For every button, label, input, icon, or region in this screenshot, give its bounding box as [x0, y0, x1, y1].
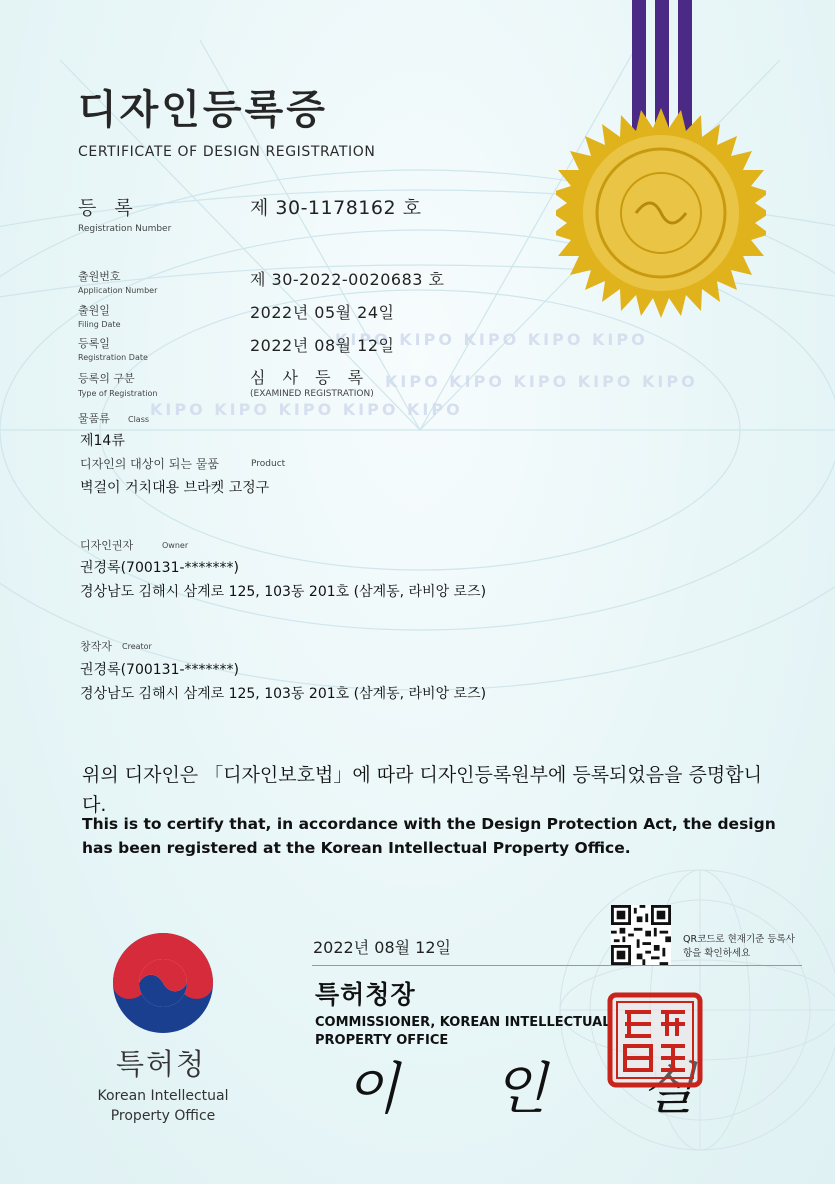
issue-date: 2022년 08월 12일: [313, 938, 451, 957]
creator-label-en: Creator: [122, 642, 152, 651]
registration-number: 제 30-1178162 호: [250, 197, 422, 219]
product-label: 디자인의 대상이 되는 물품: [80, 457, 219, 471]
certification-statement-en: This is to certify that, in accordance with the Design Protection Act, the design has been registered at the Korean Intellectual Property Office.: [82, 815, 776, 857]
kipo-watermark: KIPO KIPO KIPO KIPO KIPO: [150, 400, 463, 419]
filing-label-en: Filing Date: [78, 320, 121, 329]
class-label-en: Class: [128, 415, 150, 424]
registration-type-label: 등록의 구분: [78, 372, 135, 385]
filing-label: 출원일: [78, 304, 110, 317]
registration-type-en: (EXAMINED REGISTRATION): [250, 389, 374, 399]
registration-label: 등 록: [78, 197, 139, 219]
kipo-watermark: KIPO KIPO KIPO KIPO KIPO: [385, 372, 698, 391]
creator-address: 경상남도 김해시 삼계로 125, 103동 201호 (삼계동, 라비앙 로즈): [80, 686, 487, 702]
registration-date: 2022년 08월 12일: [250, 336, 395, 355]
registration-label-en: Registration Number: [78, 224, 172, 234]
creator-label: 창작자: [80, 640, 112, 653]
registration-date-label: 등록일: [78, 337, 110, 350]
commissioner-title-en: COMMISSIONER, KOREAN INTELLECTUAL PROPERTY OFFICE: [315, 1015, 611, 1048]
creator-name: 권경록(700131-*******): [80, 662, 239, 678]
product-label-en: Product: [251, 459, 286, 469]
divider: [312, 965, 802, 966]
office-name: 특허청: [116, 1047, 207, 1081]
registration-type: 심 사 등 록: [250, 368, 370, 387]
qr-caption: QR코드로 현재기준 등록사항을 확인하세요: [683, 934, 795, 959]
official-red-stamp: [607, 992, 703, 1088]
application-number: 제 30-2022-0020683 호: [250, 270, 445, 289]
kipo-watermark: KIPO KIPO KIPO KIPO KIPO: [335, 330, 648, 349]
owner-address: 경상남도 김해시 삼계로 125, 103동 201호 (삼계동, 라비앙 로즈): [80, 584, 487, 600]
filing-date: 2022년 05월 24일: [250, 303, 395, 322]
kipo-logo-icon: [110, 930, 216, 1036]
product-value: 벽걸이 거치대용 브라켓 고정구: [80, 480, 270, 496]
class-label: 물품류: [78, 412, 110, 425]
application-label: 출원번호: [78, 270, 121, 283]
owner-name: 권경록(700131-*******): [80, 560, 239, 576]
class-value: 제14류: [80, 433, 125, 449]
certificate-title: 디자인등록증: [78, 87, 328, 133]
commissioner-title: 특허청장: [315, 980, 416, 1009]
qr-code-icon: [611, 905, 671, 965]
owner-label-en: Owner: [162, 541, 189, 550]
application-label-en: Application Number: [78, 286, 158, 295]
gold-seal-icon: [556, 108, 766, 318]
commissioner-signature: 이 인 실: [345, 1057, 733, 1122]
office-name-en: Korean Intellectual Property Office: [97, 1088, 229, 1124]
registration-date-label-en: Registration Date: [78, 353, 148, 362]
certification-statement-ko: 위의 디자인은 「디자인보호법」에 따라 디자인등록원부에 등록되었음을 증명합니다.: [82, 764, 762, 816]
certificate-subtitle: CERTIFICATE OF DESIGN REGISTRATION: [78, 144, 376, 160]
owner-label: 디자인권자: [80, 539, 134, 552]
registration-type-label-en: Type of Registration: [78, 389, 158, 398]
